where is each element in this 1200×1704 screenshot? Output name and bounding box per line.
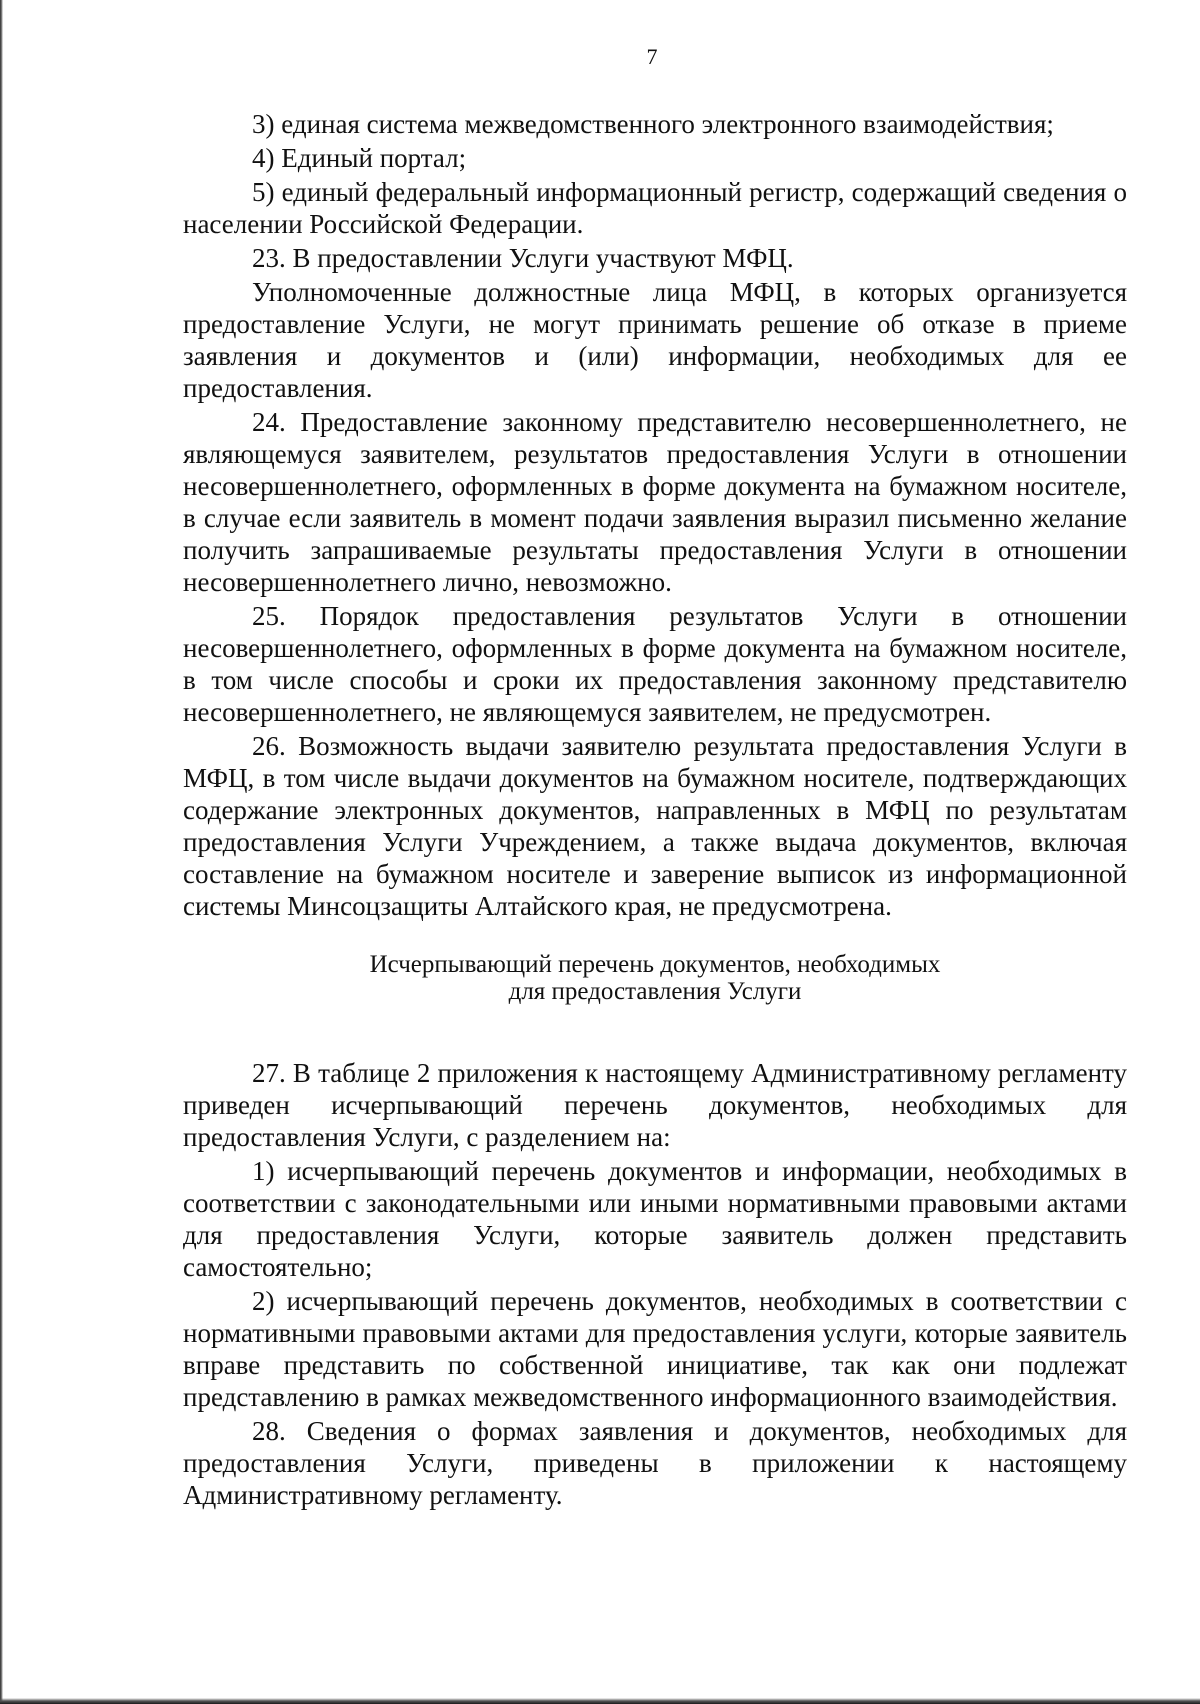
paragraph-28: 28. Сведения о формах заявления и документов, необходимых для предоставления Услуги, приведены в приложении к настоящему Административному регламенту. [183, 1416, 1127, 1510]
section-title-line2: для предоставления Услуги [508, 978, 802, 1005]
paragraph-item-4: 4) Единый портал; [252, 143, 467, 173]
paragraph-25: 25. Порядок предоставления результатов Услуги в отношении несовершеннолетнего, оформленных в форме документа на бумажном носителе, в том числе способы и сроки их предоставления законному представителю несовершеннолетнего, не являющемуся заявителем, не предусмотрен. [183, 601, 1127, 727]
scan-edge-bottom [0, 1698, 1200, 1704]
paragraph-23-officials: Уполномоченные должностные лица МФЦ, в которых организуется предоставление Услуги, не могут принимать решение об отказе в приеме заявления и документов и (или) информации, необходимых для ее предоставления. [183, 277, 1127, 403]
section-title-line1: Исчерпывающий перечень документов, необходимых [369, 951, 941, 978]
document-body [183, 108, 1127, 1513]
paragraph-item-3: 3) единая система межведомственного электронного взаимодействия; [252, 109, 1054, 139]
paragraph-24: 24. Предоставление законному представителю несовершеннолетнего, не являющемуся заявителем, результатов предоставления Услуги в отношении несовершеннолетнего, оформленных в форме документа на бумажном носителе, в случае если заявитель в момент подачи заявления выразил письменно желание получить запрашиваемые результаты предоставления Услуги в отношении несовершеннолетнего лично, невозможно. [183, 407, 1127, 597]
paragraph-item-5: 5) единый федеральный информационный регистр, содержащий сведения о населении Российской Федерации. [183, 177, 1127, 239]
paragraph-27-item-1: 1) исчерпывающий перечень документов и информации, необходимых в соответствии с законодательными или иными нормативными правовыми актами для предоставления Услуги, которые заявитель должен представить самостоятельно; [183, 1156, 1127, 1282]
paragraph-26: 26. Возможность выдачи заявителю результата предоставления Услуги в МФЦ, в том числе выдачи документов на бумажном носителе, подтверждающих содержание электронных документов, направленных в МФЦ по результатам предоставления Услуги Учреждением, а также выдача документов, включая составление на бумажном носителе и заверение выписок из информационной системы Минсоцзащиты Алтайского края, не предусмотрена. [183, 731, 1127, 921]
paragraph-27-item-2: 2) исчерпывающий перечень документов, необходимых в соответствии с нормативными правовыми актами для предоставления услуги, которые заявитель вправе представить по собственной инициативе, так как они подлежат представлению в рамках межведомственного информационного взаимодействия. [183, 1286, 1127, 1412]
section-title [183, 951, 1127, 1005]
paragraph-23: 23. В предоставлении Услуги участвуют МФЦ. [252, 243, 794, 273]
scan-edge-left [0, 0, 3, 1704]
paragraph-27: 27. В таблице 2 приложения к настоящему Административному регламенту приведен исчерпывающий перечень документов, необходимых для предоставления Услуги, с разделением на: [183, 1058, 1127, 1152]
page-number: 7 [646, 44, 658, 69]
